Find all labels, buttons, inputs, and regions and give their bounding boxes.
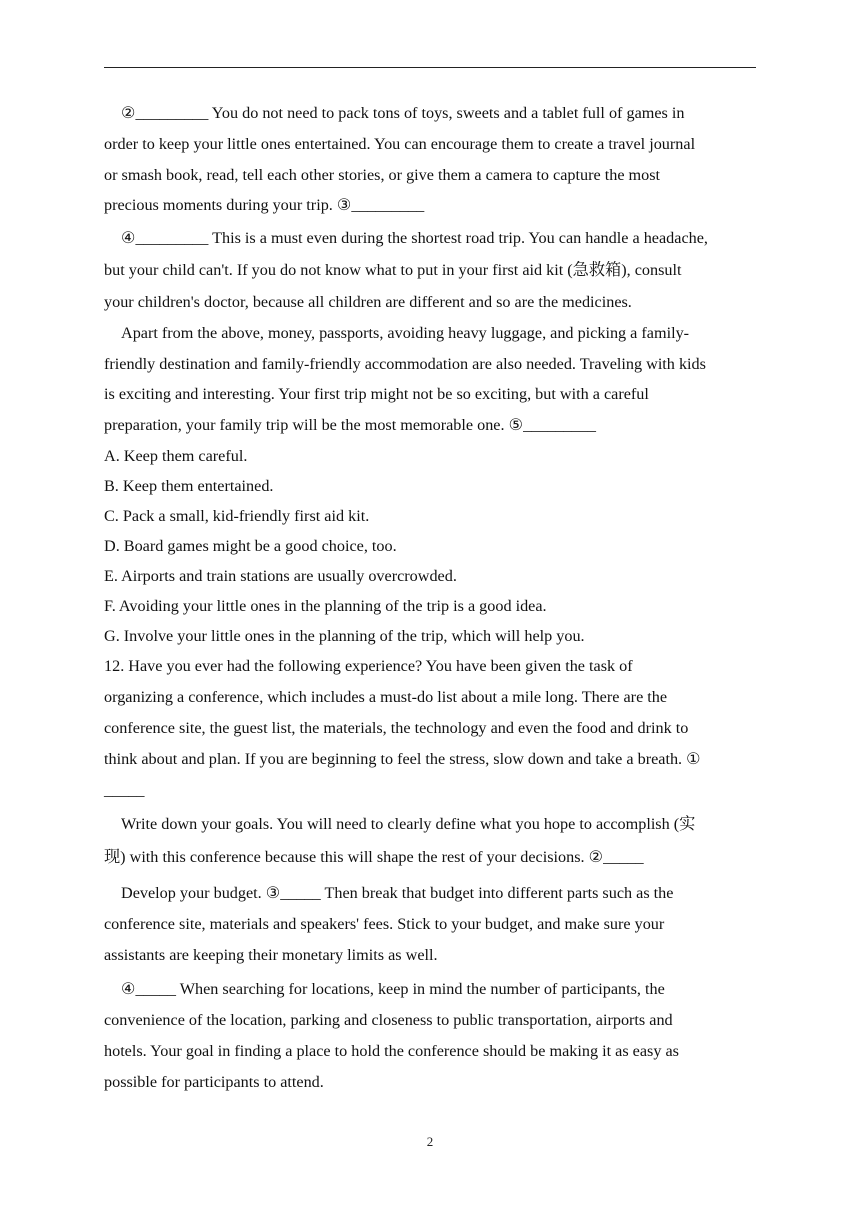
text-line: Develop your budget. ③_____ Then break that budget into different parts such as the (121, 884, 674, 903)
option-a: A. Keep them careful. (104, 446, 248, 465)
paragraph-apart-from (104, 318, 758, 441)
paragraph-location (104, 973, 758, 1097)
option-c: C. Pack a small, kid-friendly first aid kit. (104, 506, 370, 525)
text-line: friendly destination and family-friendly accommodation are also needed. Traveling with kids (104, 354, 706, 373)
text-line: 现) with this conference because this will shape the rest of your decisions. ②_____ (104, 848, 644, 867)
text-line: conference site, the guest list, the materials, the technology and even the food and drink to (104, 718, 689, 737)
text-line: Write down your goals. You will need to clearly define what you hope to accomplish (实 (121, 815, 696, 834)
paragraph-budget (104, 877, 758, 971)
text-line: convenience of the location, parking and closeness to public transportation, airports and (104, 1010, 673, 1029)
text-line: possible for participants to attend. (104, 1072, 324, 1091)
text-line: 12. Have you ever had the following experience? You have been given the task of (104, 656, 633, 675)
text-line: preparation, your family trip will be the most memorable one. ⑤_________ (104, 416, 596, 435)
paragraph-first-aid (104, 223, 758, 318)
question-12-intro (104, 651, 758, 805)
text-line: but your child can't. If you do not know what to put in your first aid kit (急救箱), consult (104, 260, 682, 279)
text-line: assistants are keeping their monetary limits as well. (104, 946, 438, 965)
text-line: conference site, materials and speakers' fees. Stick to your budget, and make sure your (104, 915, 665, 934)
text-line: organizing a conference, which includes a must-do list about a mile long. There are the (104, 687, 668, 706)
option-d: D. Board games might be a good choice, too. (104, 536, 397, 555)
paragraph-goals (104, 808, 758, 874)
document-body (104, 98, 758, 1097)
text-line: order to keep your little ones entertained. You can encourage them to create a travel journal (104, 134, 696, 153)
option-e: E. Airports and train stations are usually overcrowded. (104, 566, 457, 585)
text-line: your children's doctor, because all children are different and so are the medicines. (104, 292, 632, 311)
text-line: ④_____ When searching for locations, keep in mind the number of participants, the (121, 979, 665, 998)
text-line: hotels. Your goal in finding a place to hold the conference should be making it as easy as (104, 1041, 679, 1060)
text-line: think about and plan. If you are beginning to feel the stress, slow down and take a breath. ① (104, 750, 701, 769)
option-f: F. Avoiding your little ones in the planning of the trip is a good idea. (104, 596, 547, 615)
text-line: ②_________ You do not need to pack tons of toys, sweets and a tablet full of games in (121, 104, 685, 122)
header-rule (104, 67, 756, 68)
text-line: Apart from the above, money, passports, avoiding heavy luggage, and picking a family- (121, 323, 690, 342)
paragraph-keep-entertained (104, 98, 758, 221)
option-list (104, 441, 758, 651)
text-line: is exciting and interesting. Your first trip might not be so exciting, but with a careful (104, 385, 649, 404)
page-number: 2 (426, 1134, 434, 1149)
text-line: or smash book, read, tell each other stories, or give them a camera to capture the most (104, 165, 661, 184)
option-b: B. Keep them entertained. (104, 476, 274, 495)
text-line: ④_________ This is a must even during the shortest road trip. You can handle a headache, (121, 229, 708, 248)
text-line: precious moments during your trip. ③_________ (104, 196, 425, 215)
option-g: G. Involve your little ones in the planning of the trip, which will help you. (104, 626, 585, 645)
text-line: _____ (104, 781, 145, 800)
